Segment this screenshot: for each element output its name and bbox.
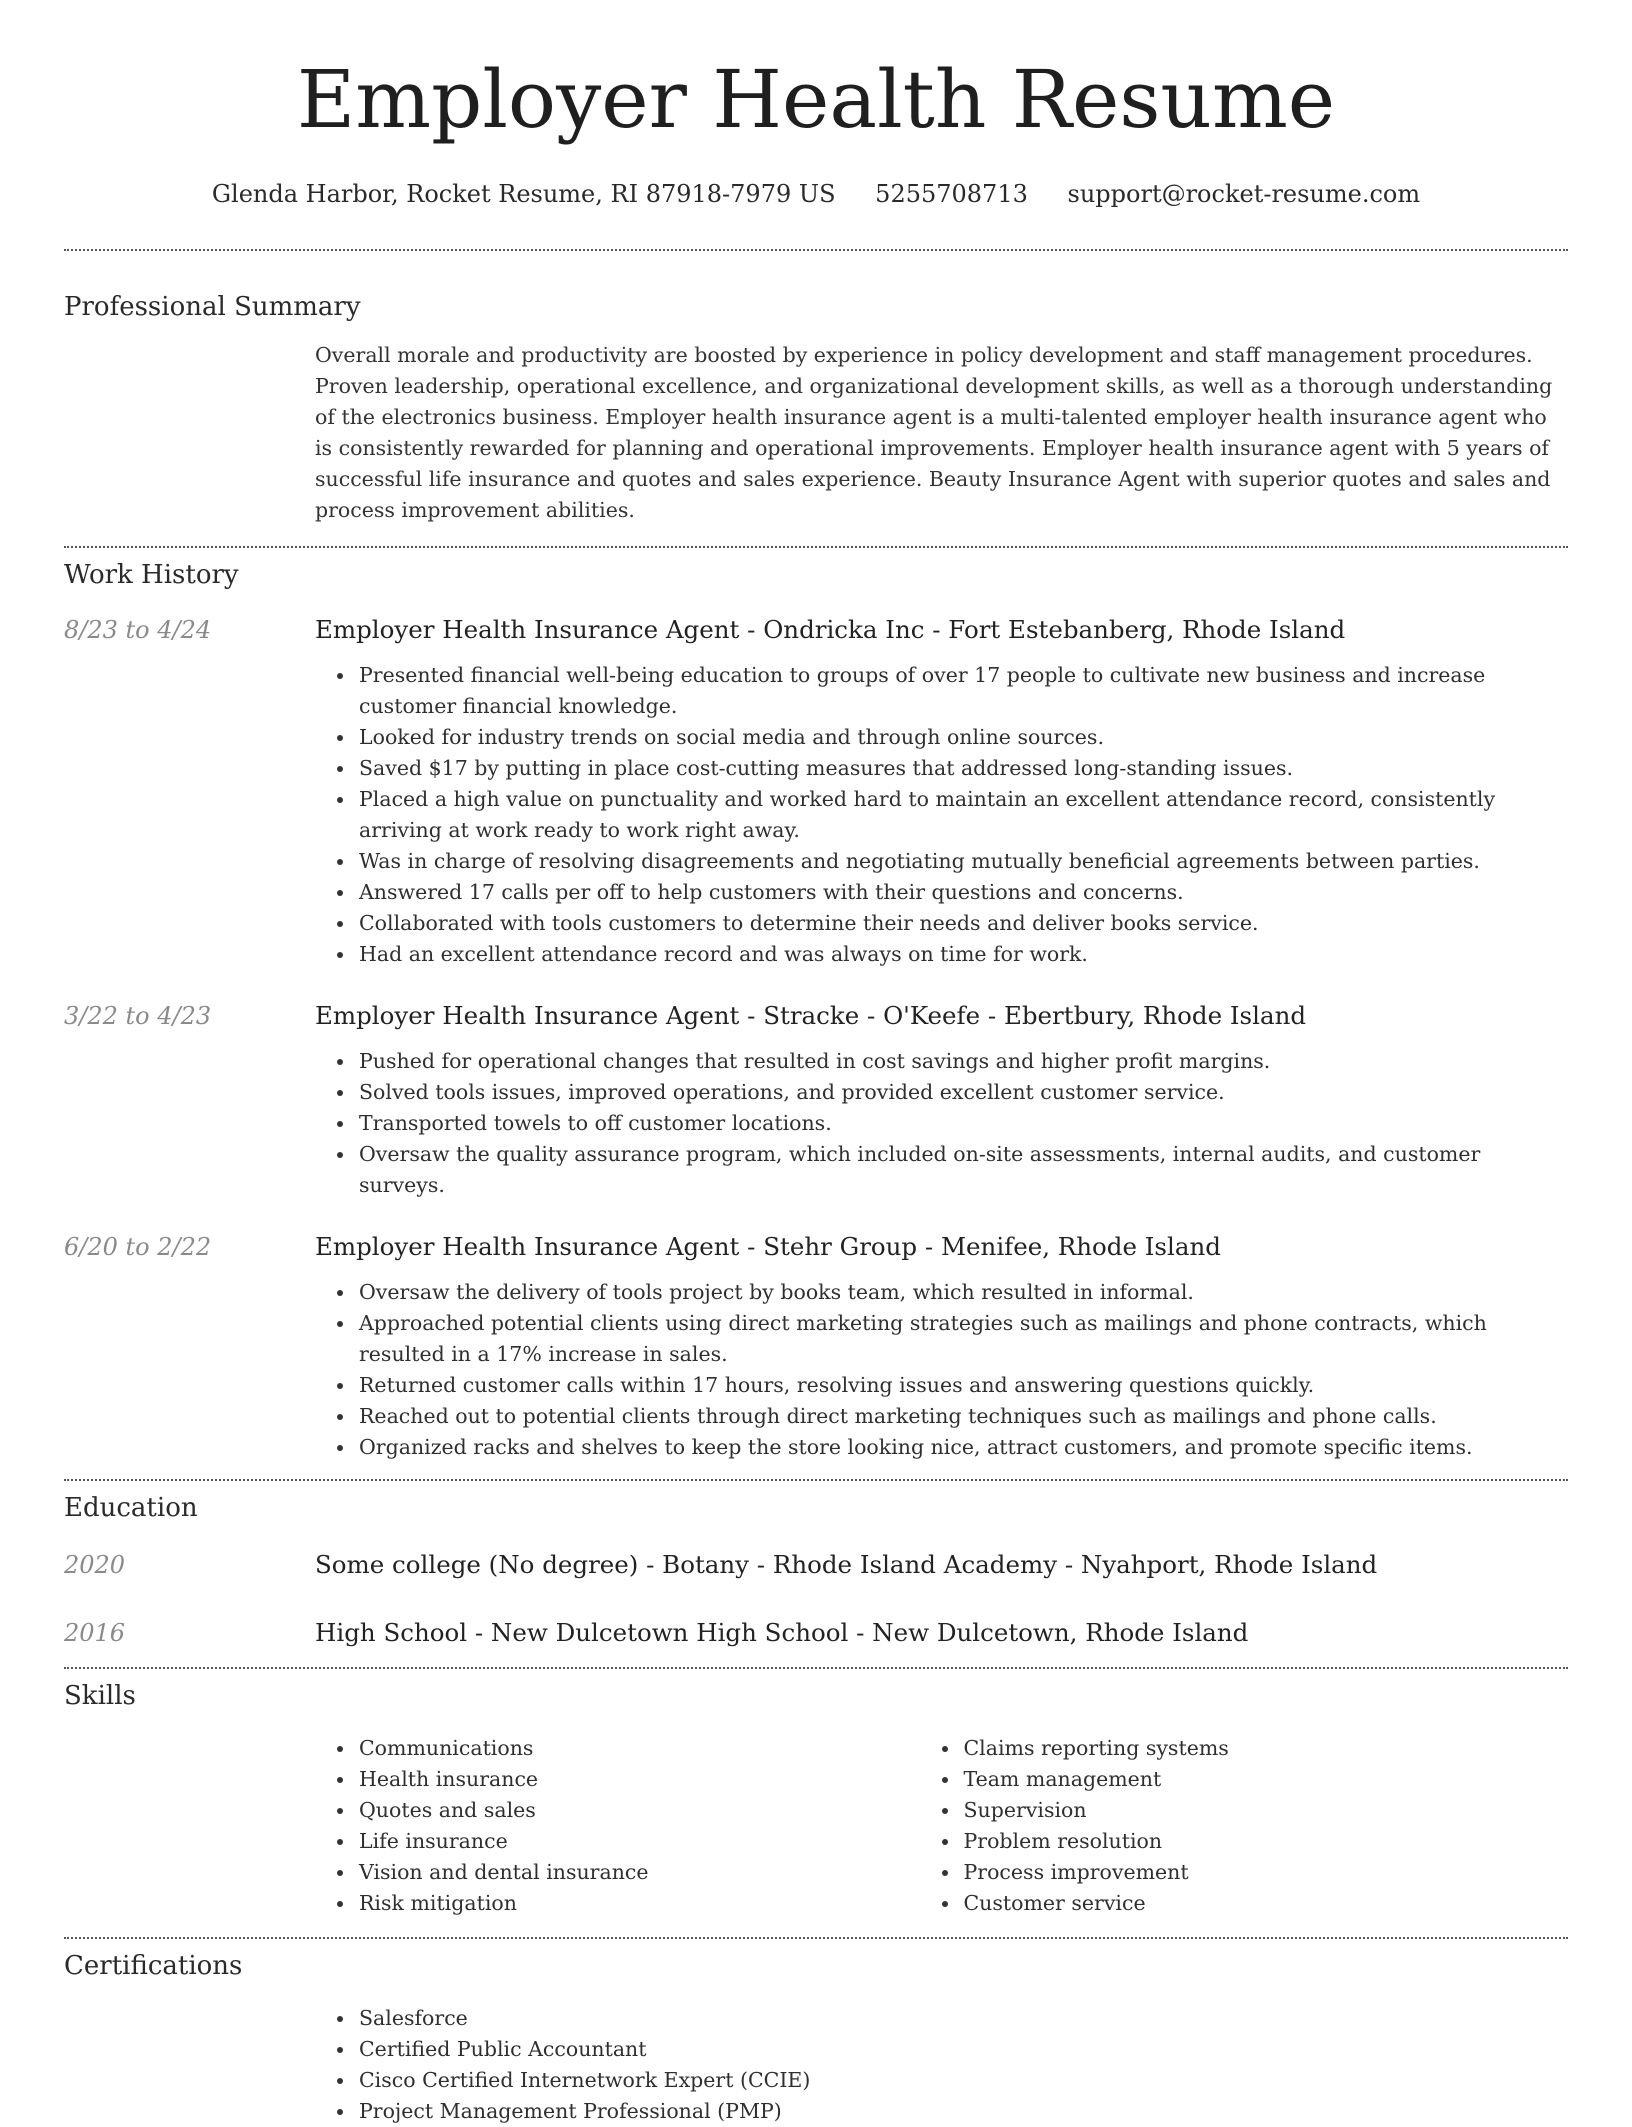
skills-right-list (964, 1733, 1569, 1919)
education-year: 2020 (64, 1551, 126, 1579)
summary-heading: Professional Summary (64, 292, 361, 322)
list-item: Looked for industry trends on social media and through online sources. (359, 722, 1568, 753)
job-bullets (359, 660, 1568, 970)
job-dates: 8/23 to 4/24 (64, 616, 212, 644)
list-item: Was in charge of resolving disagreements and negotiating mutually beneficial agreements between parties. (359, 846, 1568, 877)
list-item: Had an excellent attendance record and was always on time for work. (359, 939, 1568, 970)
list-item: Vision and dental insurance (359, 1857, 964, 1888)
list-item: Customer service (964, 1888, 1569, 1919)
list-item: Placed a high value on punctuality and worked hard to maintain an excellent attendance record, consistently arriving at work ready to work right away. (359, 784, 1568, 846)
job-heading: Employer Health Insurance Agent - Ondricka Inc - Fort Estebanberg, Rhode Island (315, 615, 1346, 644)
education-text: Some college (No degree) - Botany - Rhode Island Academy - Nyahport, Rhode Island (315, 1550, 1378, 1579)
list-item: Returned customer calls within 17 hours, resolving issues and answering questions quickly. (359, 1370, 1568, 1401)
list-item: Answered 17 calls per off to help customers with their questions and concerns. (359, 877, 1568, 908)
job-dates: 3/22 to 4/23 (64, 1002, 212, 1030)
work-heading: Work History (64, 560, 239, 590)
education-heading: Education (64, 1493, 198, 1523)
education-entry (64, 1617, 1568, 1649)
list-item: Organized racks and shelves to keep the store looking nice, attract customers, and promote specific items. (359, 1432, 1568, 1463)
list-item: Oversaw the quality assurance program, which included on-site assessments, internal audits, and customer surveys. (359, 1139, 1568, 1201)
certifications-heading: Certifications (64, 1951, 243, 1981)
contact-line (64, 178, 1568, 210)
job-heading: Employer Health Insurance Agent - Stracke - O'Keefe - Ebertbury, Rhode Island (315, 1001, 1307, 1030)
list-item: Pushed for operational changes that resulted in cost savings and higher profit margins. (359, 1046, 1568, 1077)
work-section (64, 548, 1568, 1463)
job-entry (64, 1000, 1568, 1201)
list-item: Presented financial well-being education to groups of over 17 people to cultivate new business and increase customer financial knowledge. (359, 660, 1568, 722)
list-item: Claims reporting systems (964, 1733, 1569, 1764)
list-item: Problem resolution (964, 1826, 1569, 1857)
list-item: Certified Public Accountant (359, 2034, 1568, 2065)
list-item: Life insurance (359, 1826, 964, 1857)
job-dates: 6/20 to 2/22 (64, 1233, 212, 1261)
job-heading: Employer Health Insurance Agent - Stehr Group - Menifee, Rhode Island (315, 1232, 1221, 1261)
list-item: Transported towels to off customer locations. (359, 1108, 1568, 1139)
list-item: Oversaw the delivery of tools project by books team, which resulted in informal. (359, 1277, 1568, 1308)
education-year: 2016 (64, 1619, 126, 1647)
list-item: Risk mitigation (359, 1888, 964, 1919)
list-item: Quotes and sales (359, 1795, 964, 1826)
certifications-section (64, 1939, 1568, 2127)
skills-columns (359, 1733, 1568, 1919)
certifications-list (359, 2003, 1568, 2127)
list-item: Solved tools issues, improved operations, and provided excellent customer service. (359, 1077, 1568, 1108)
summary-section (64, 251, 1568, 526)
resume-title: Employer Health Resume (296, 53, 1336, 146)
list-item: Saved $17 by putting in place cost-cutting measures that addressed long-standing issues. (359, 753, 1568, 784)
list-item: Supervision (964, 1795, 1569, 1826)
contact-email: support@rocket-resume.com (1067, 180, 1421, 208)
list-item: Process improvement (964, 1857, 1569, 1888)
list-item: Salesforce (359, 2003, 1568, 2034)
summary-text: Overall morale and productivity are boosted by experience in policy development and staff management procedures. Proven leadership, operational excellence, and organizational development skills, as well as a thorough understanding of the electronics business. Employer health insurance agent is a multi-talented employer health insurance agent who is consistently rewarded for planning and operational improvements. Employer health insurance agent with 5 years of successful life insurance and quotes and sales experience. Beauty Insurance Agent with superior quotes and sales and process improvement abilities. (315, 343, 1553, 522)
education-text: High School - New Dulcetown High School - New Dulcetown, Rhode Island (315, 1618, 1249, 1647)
list-item: Communications (359, 1733, 964, 1764)
skills-left-list (359, 1733, 964, 1919)
list-item: Cisco Certified Internetwork Expert (CCIE) (359, 2065, 1568, 2096)
education-section (64, 1481, 1568, 1649)
job-entry (64, 614, 1568, 970)
contact-phone: 5255708713 (875, 180, 1028, 208)
job-bullets (359, 1046, 1568, 1201)
skills-heading: Skills (64, 1681, 136, 1711)
list-item: Team management (964, 1764, 1569, 1795)
list-item: Project Management Professional (PMP) (359, 2096, 1568, 2127)
list-item: Collaborated with tools customers to determine their needs and deliver books service. (359, 908, 1568, 939)
list-item: Health insurance (359, 1764, 964, 1795)
skills-section (64, 1669, 1568, 1919)
list-item: Reached out to potential clients through direct marketing techniques such as mailings and phone calls. (359, 1401, 1568, 1432)
contact-address: Glenda Harbor, Rocket Resume, RI 87918-7979 US (211, 180, 836, 208)
job-bullets (359, 1277, 1568, 1463)
list-item: Approached potential clients using direct marketing strategies such as mailings and phone contracts, which resulted in a 17% increase in sales. (359, 1308, 1568, 1370)
job-entry (64, 1231, 1568, 1463)
education-entry (64, 1549, 1568, 1581)
